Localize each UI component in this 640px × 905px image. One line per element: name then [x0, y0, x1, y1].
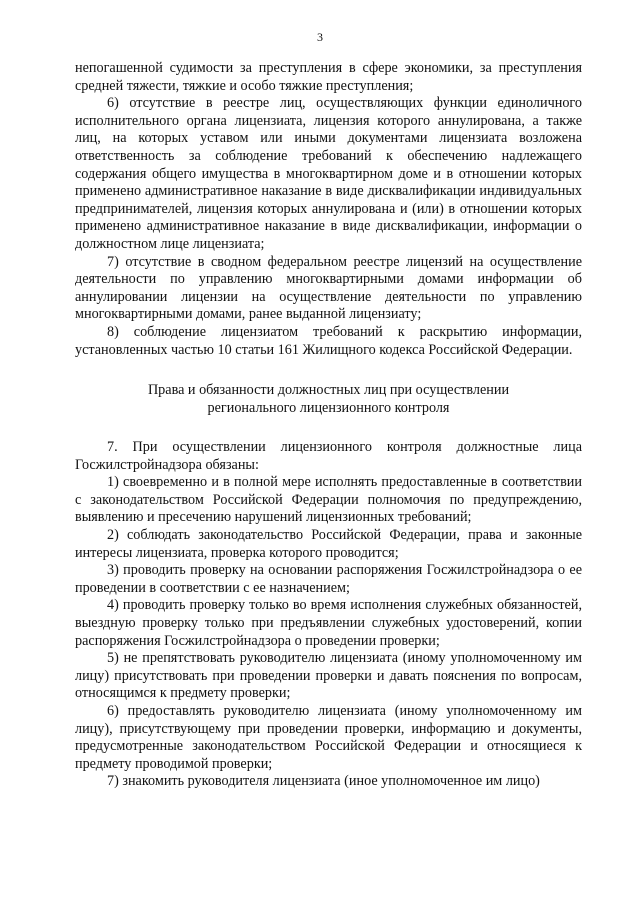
paragraph: 4) проводить проверку только во время исполнения служебных обязанностей, выездную проверку только при предъявлении служебных удостоверений, копии распоряжения Госжилстройнадзора о проведении проверки;: [75, 597, 582, 649]
paragraph: 7) знакомить руководителя лицензиата (иное уполномоченное им лицо): [107, 773, 540, 790]
section-heading-line-1: Права и обязанности должностных лиц при осуществлении: [147, 382, 510, 399]
paragraph: 2) соблюдать законодательство Российской Федерации, права и законные интересы лицензиата, проверка которого проводится;: [75, 527, 582, 561]
paragraph: 7) отсутствие в сводном федеральном реестре лицензий на осуществление деятельности по управлению многоквартирными домами информации об аннулировании лицензии на осуществление деятельности по управлению многоквартирными домами, ранее выданной лицензиату;: [75, 253, 582, 323]
paragraph: 6) предоставлять руководителю лицензиата (иному уполномоченному им лицу), присутствующему при проведении проверки, информацию и документы, предусмотренные законодательством Российской Федерации и относящиеся к предмету проводимой проверки;: [75, 703, 582, 772]
section-heading-line-2: регионального лицензионного контроля: [207, 400, 450, 417]
document-body: [75, 60, 582, 791]
paragraph: 3) проводить проверку на основании распоряжения Госжилстройнадзора о ее проведении в соответствии с ее назначением;: [75, 562, 582, 596]
paragraph: непогашенной судимости за преступления в сфере экономики, за преступления средней тяжести, тяжкие и особо тяжкие преступления;: [75, 60, 582, 94]
paragraph: 8) соблюдение лицензиатом требований к раскрытию информации, установленных частью 10 статьи 161 Жилищного кодекса Российской Федерации.: [75, 323, 582, 358]
top-section: [75, 60, 582, 359]
paragraph: 7. При осуществлении лицензионного контроля должностные лица Госжилстройнадзора обязаны:: [75, 439, 582, 473]
bottom-section: [75, 439, 582, 791]
paragraph: 6) отсутствие в реестре лиц, осуществляющих функции единоличного исполнительного органа лицензиата, лицензия которого аннулирована, а также лиц, на которых уставом или иными документами лицензиата возложена ответственность за соблюдение требований к обеспечению надлежащего содержания общего имущества в многоквартирном доме и в отношении которых применено административное наказание в виде дисквалификации индивидуальных предпринимателей, лицензия которых аннулирована и (или) в отношении которых применено административное наказание в виде дисквалификации, информации о должностном лице лицензиата;: [75, 95, 582, 252]
section-heading: [75, 381, 582, 417]
paragraph: 5) не препятствовать руководителю лицензиата (иному уполномоченному им лицу) присутствовать при проведении проверки и давать пояснения по вопросам, относящимся к предмету проверки;: [75, 650, 582, 702]
paragraph: 1) своевременно и в полной мере исполнять предоставленные в соответствии с законодательством Российской Федерации полномочия по предупреждению, выявлению и пресечению нарушений лицензионных требований;: [75, 474, 582, 526]
page-number: 3: [317, 30, 323, 44]
